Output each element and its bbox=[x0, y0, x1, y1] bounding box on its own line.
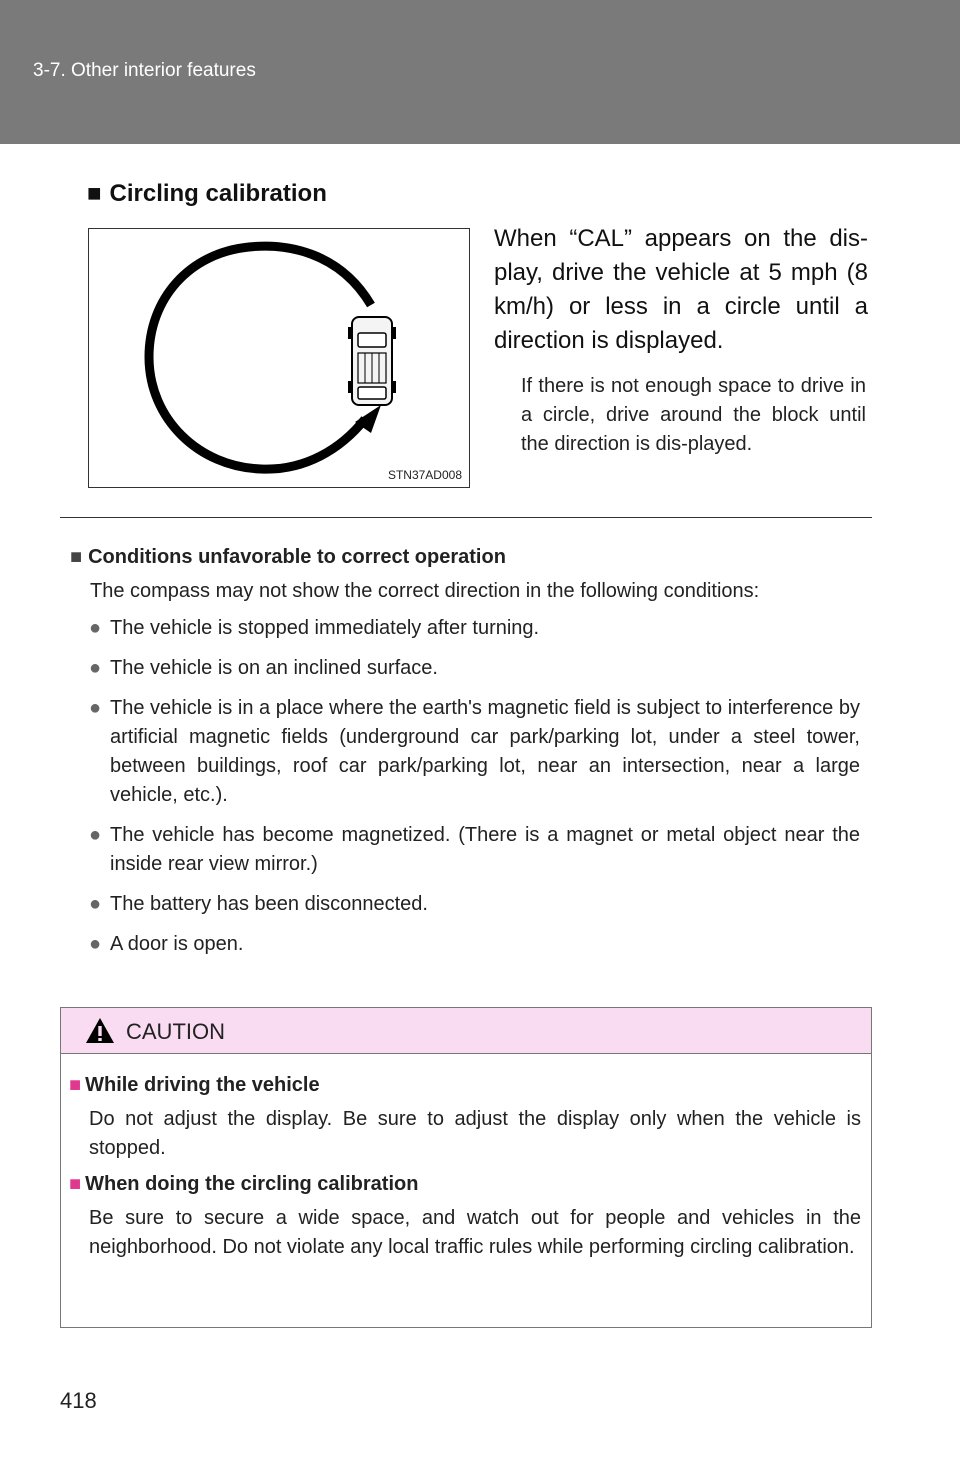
conditions-section bbox=[70, 546, 860, 970]
caution-box bbox=[60, 1007, 872, 1328]
conditions-marker: ■ bbox=[70, 546, 83, 568]
list-item bbox=[70, 614, 860, 643]
caution-subheading-text: When doing the circling calibration bbox=[85, 1173, 419, 1195]
car-top-view-icon bbox=[348, 317, 396, 405]
conditions-title bbox=[70, 546, 860, 569]
conditions-intro: The compass may not show the correct direction in the following conditions: bbox=[90, 580, 760, 602]
list-item-text: The vehicle is stopped immediately after turning. bbox=[110, 617, 540, 639]
bullet-icon: ● bbox=[89, 617, 102, 639]
list-item bbox=[70, 930, 860, 959]
list-item bbox=[70, 694, 860, 810]
circle-arrow bbox=[149, 246, 371, 469]
caution-marker: ■ bbox=[69, 1173, 82, 1195]
heading-text: Circling calibration bbox=[109, 180, 327, 207]
figure-code: STN37AD008 bbox=[387, 468, 462, 482]
page-header bbox=[0, 0, 960, 144]
bullet-icon: ● bbox=[89, 657, 102, 679]
list-item-text: A door is open. bbox=[110, 933, 244, 955]
list-item-text: The vehicle is on an inclined surface. bbox=[110, 657, 438, 679]
caution-label: CAUTION bbox=[126, 1019, 225, 1044]
caution-subheading-text: While driving the vehicle bbox=[85, 1074, 320, 1096]
caution-header bbox=[61, 1008, 871, 1054]
list-item bbox=[70, 821, 860, 879]
bullet-icon: ● bbox=[89, 697, 102, 719]
bullet-icon: ● bbox=[89, 933, 102, 955]
list-item bbox=[70, 890, 860, 919]
conditions-title-text: Conditions unfavorable to correct operation bbox=[88, 546, 506, 568]
caution-text: Do not adjust the display. Be sure to adjust the display only when the vehicle is stopped. bbox=[89, 1108, 861, 1159]
list-item-text: The battery has been disconnected. bbox=[110, 893, 428, 915]
bullet-icon: ● bbox=[89, 893, 102, 915]
list-item bbox=[70, 654, 860, 683]
divider bbox=[60, 517, 872, 518]
list-item-text: The vehicle is in a place where the earth's magnetic field is subject to interference by artificial magnetic fields (underground car park/parking lot, under a steel tower, between buildings, roof car park/parking lot, near an intersection, near a large vehicle, etc.). bbox=[110, 697, 860, 806]
lead-paragraph: When “CAL” appears on the dis-play, drive the vehicle at 5 mph (8 km/h) or less in a circle until a direction is displayed. bbox=[494, 225, 868, 354]
circling-diagram bbox=[89, 229, 469, 487]
caution-text: Be sure to secure a wide space, and watch out for people and vehicles in the neighborhood. Do not violate any local traffic rules while performing circling calibration. bbox=[89, 1207, 861, 1258]
heading-marker: ■ bbox=[87, 180, 102, 207]
list-item-text: The vehicle has become magnetized. (There is a magnet or metal object near the inside rear view mirror.) bbox=[110, 824, 860, 875]
caution-marker: ■ bbox=[69, 1074, 82, 1096]
warning-icon bbox=[85, 1017, 115, 1044]
caution-subheading bbox=[69, 1074, 861, 1097]
section-heading bbox=[87, 180, 327, 208]
calibration-figure bbox=[88, 228, 470, 488]
caution-subheading bbox=[69, 1173, 861, 1196]
caution-body bbox=[61, 1054, 871, 1262]
bullet-icon: ● bbox=[89, 824, 102, 846]
section-title: 3-7. Other interior features bbox=[33, 60, 256, 81]
note-paragraph: If there is not enough space to drive in a circle, drive around the block until the direction is dis-played. bbox=[521, 375, 866, 455]
page-number: 418 bbox=[60, 1388, 97, 1413]
